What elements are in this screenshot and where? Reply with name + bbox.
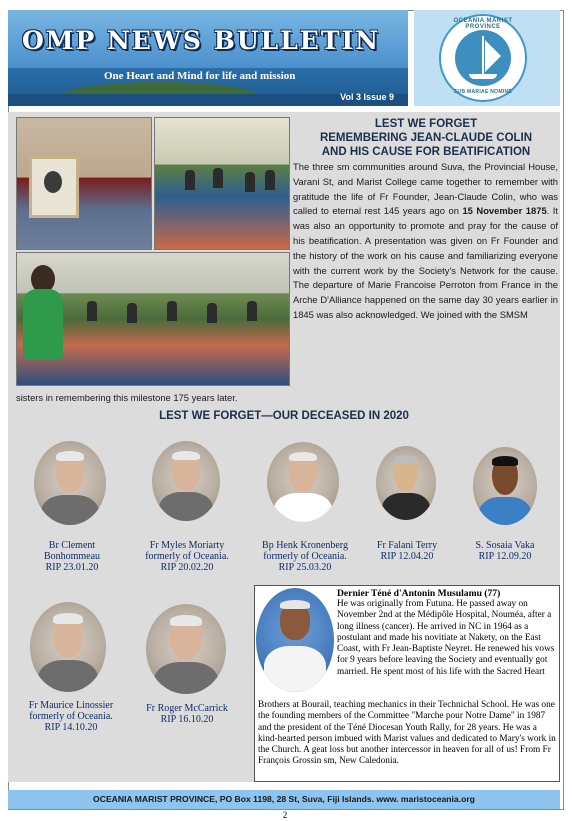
- sailboat-icon: [455, 30, 511, 86]
- caption-terry: Fr Falani Terry RIP 12.04.20: [376, 540, 438, 562]
- article-title-line: REMEMBERING JEAN-CLAUDE COLIN: [319, 132, 533, 144]
- logo-panel: [414, 10, 560, 106]
- page-number: 2: [282, 810, 288, 820]
- bulletin-title: OMP NEWS BULLETIN: [22, 26, 380, 55]
- caption-clement: Br Clement Bonhommeau RIP 23.01.20: [43, 540, 101, 573]
- photo-altar-portrait: [16, 117, 152, 250]
- portrait-moriarty: [152, 441, 220, 521]
- article-body: The three sm communities around Suva, the Provincial House, Varani St, and Marist College came together to remember with gratitude the life of Fr Founder, Jean-Claude Colin, who was called to eternal rest 145 years ago on 15 November 1875. It was also an opportunity to promote and pray for the cause of his beatification. A presentation was given on Fr Founder and the history of the work on his cause and familiarizing everyone with the current work by the Society's Network for the cause. The departure of Marie Francoise Perroton from France in the Arche D'Alliance happened on the same day 30 years earlier in 1845 was also acknowledged. We joined with the SMSM: [293, 161, 558, 320]
- caption-moriarty: Fr Myles Moriarty formerly of Oceania. RIP 20.02.20: [145, 540, 229, 573]
- obituary-text-continued: Brothers at Bourail, teaching mechanics in their Technichal School. He was one the founding members of the Committee "Marche pour Notre Dame" in 1987 and the president of the Téné Diocesan Youth Rally, for 28 years. He was a kind-hearted person imbued with Marist values and dedicated to Mary's work in the Church. A geat loss but another intercessor in heaven for all of us! From Fr François Grossin sm, New Caledonia.: [258, 700, 556, 767]
- portrait-terry: [376, 446, 436, 520]
- portrait-musulamu: [256, 588, 334, 692]
- article-title-line: LEST WE FORGET: [374, 118, 478, 130]
- article-date: 15 November 1875: [462, 205, 547, 217]
- obituary-title: Dernier Téné d'Antonin Musulamu (77): [337, 588, 501, 599]
- article-title-line: AND HIS CAUSE FOR BEATIFICATION: [321, 146, 531, 158]
- photo-presentation: [16, 252, 290, 386]
- portrait-vaka: [473, 447, 537, 525]
- article-body-tail: sisters in remembering this milestone 175 years later.: [16, 392, 238, 403]
- caption-kronenberg: Bp Henk Kronenberg formerly of Oceania. RIP 25.03.20: [262, 540, 348, 573]
- obituary-text: He was originally from Futuna. He passed away on November 2nd at the Médipôle Hospital, Nouméa, after a long illness (cancer). He arrived in NC in 1964 as a postulant and made his novitiate at Nakety, on the East Coast, with Fr Jean-Baptiste Neyret. He renewed his vows for 9 years before leaving the Society and eventually got married. He spent most of his life with the Sacred Heart: [337, 599, 555, 677]
- bulletin-tagline: One Heart and Mind for life and mission: [104, 70, 296, 82]
- framed-portrait: [29, 156, 79, 218]
- header-banner: [8, 10, 408, 106]
- footer-address: OCEANIA MARIST PROVINCE, PO Box 1198, 28 St, Suva, Fiji Islands. www. maristoceania.org: [8, 790, 560, 809]
- deceased-section-title: LEST WE FORGET—OUR DECEASED IN 2020: [159, 410, 409, 422]
- portrait-clement: [34, 441, 106, 525]
- portrait-linossier: [30, 602, 106, 692]
- portrait-kronenberg: [267, 442, 339, 522]
- province-logo: [439, 14, 527, 102]
- photo-gathering-hall: [154, 117, 290, 250]
- logo-ring-top: OCEANIA MARIST PROVINCE: [453, 18, 513, 30]
- caption-linossier: Fr Maurice Linossier formerly of Oceania. RIP 14.10.20: [28, 700, 114, 733]
- logo-ring-bottom: SUB MARIAE NOMINE: [453, 89, 513, 95]
- issue-label: Vol 3 Issue 9: [340, 92, 394, 102]
- caption-vaka: S. Sosaia Vaka RIP 12.09.20: [475, 540, 535, 562]
- caption-mccarrick: Fr Roger McCarrick RIP 16.10.20: [146, 703, 228, 725]
- article-title: [292, 117, 560, 159]
- portrait-mccarrick: [146, 604, 226, 694]
